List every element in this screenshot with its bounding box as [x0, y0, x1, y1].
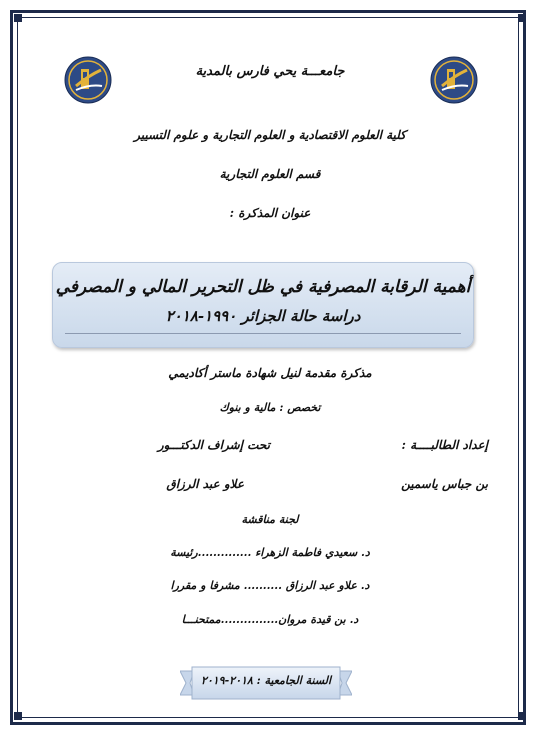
faculty-name: كلية العلوم الاقتصادية و العلوم التجارية و علوم التسيير [134, 128, 406, 142]
university-name: جامعـــة يحي فارس بالمدية [195, 64, 345, 79]
prepared-by-label: إعداد الطالبــــة : [401, 438, 488, 452]
department-name: قسم العلوم التجارية [219, 167, 321, 181]
frame-corner [518, 14, 526, 22]
thesis-title-line-2: دراسة حالة الجزائر ١٩٩٠-٢٠١٨ [165, 307, 361, 325]
supervisor-name: علاو عبد الرزاق [166, 477, 244, 491]
frame-corner [518, 712, 526, 720]
memo-title-label: عنوان المذكرة : [229, 206, 311, 220]
memo-description: مذكرة مقدمة لنيل شهادة ماستر أكاديمي [168, 366, 372, 380]
committee-member-1: د. سعيدي فاطمة الزهراء ..............رئيسة [170, 546, 370, 559]
title-divider [65, 333, 461, 334]
supervisor-label: تحت إشراف الدكتـــور [157, 438, 270, 452]
thesis-title-box [52, 262, 474, 348]
committee-label: لجنة مناقشة [241, 513, 299, 526]
thesis-title-line-1: أهمية الرقابة المصرفية في ظل التحرير المالي و المصرفي [55, 277, 471, 297]
frame-corner [14, 14, 22, 22]
frame-corner [14, 712, 22, 720]
committee-member-3: د. بن قيدة مروان...............ممتحنـــا [181, 613, 359, 626]
committee-member-2: د. علاو عبد الرزاق .......... مشرفا و مقررا [170, 579, 370, 592]
specialization: تخصص : مالية و بنوك [219, 401, 321, 414]
academic-year: السنة الجامعية : ٢٠١٨-٢٠١٩ [200, 674, 332, 687]
student-name: بن جباس ياسمين [401, 477, 488, 491]
